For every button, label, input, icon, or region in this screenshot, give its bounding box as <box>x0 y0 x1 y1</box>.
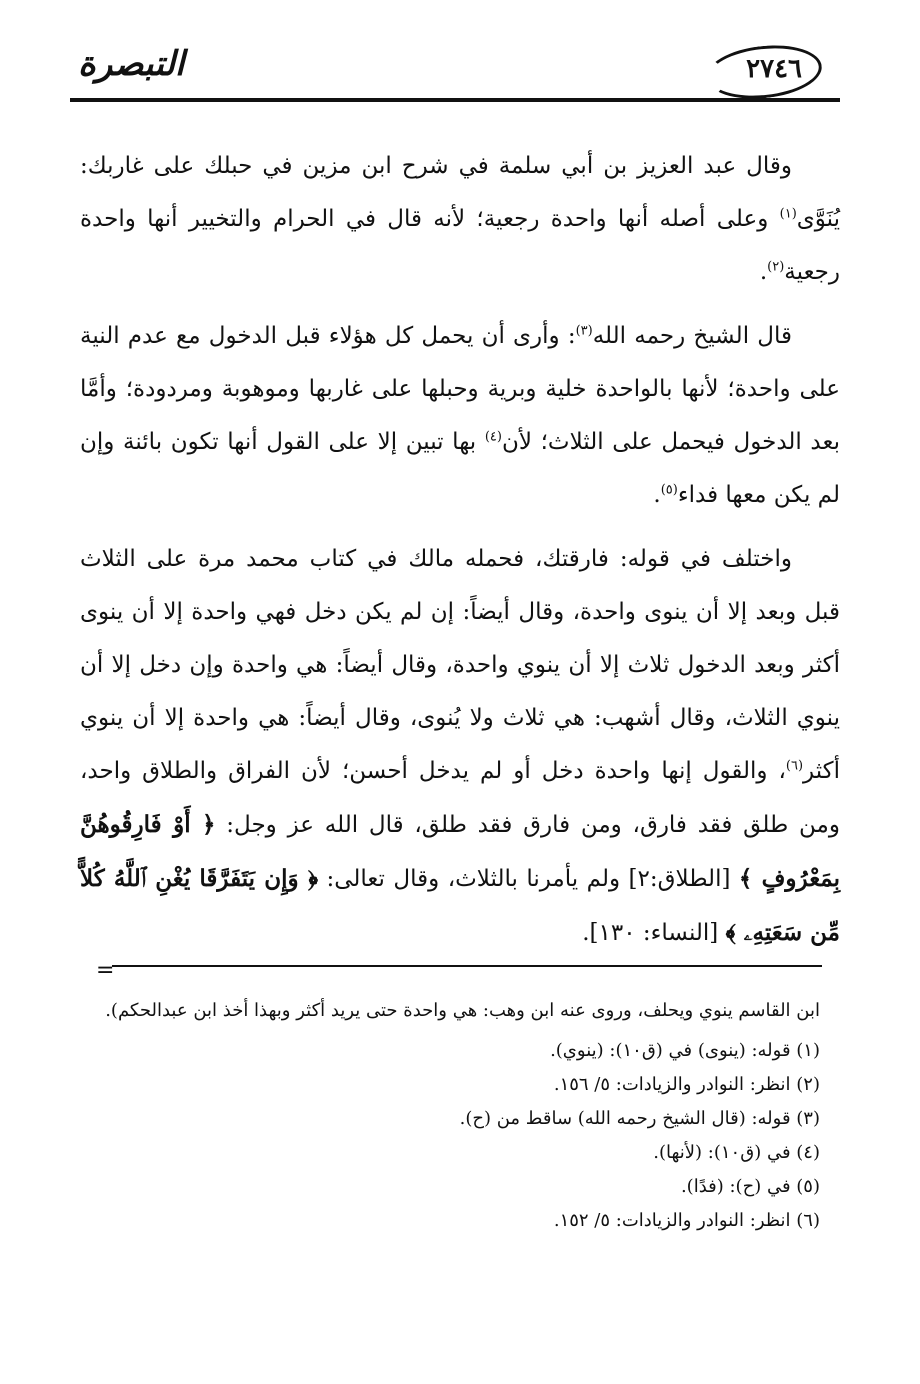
footnote-ref-3[interactable]: (٣) <box>575 323 593 339</box>
text-run: [الطلاق:٢] ولم يأمرنا بالثلاث، وقال تعالى: <box>318 866 739 892</box>
main-text <box>80 140 840 971</box>
text-run: . <box>653 482 661 508</box>
paragraph-1 <box>80 140 840 299</box>
footnote-ref-6[interactable]: (٦) <box>785 758 804 774</box>
footnote-ref-4[interactable]: (٤) <box>484 429 502 445</box>
footnote-separator <box>112 965 822 967</box>
text-run: [النساء: ١٣٠]. <box>582 920 726 946</box>
text-run: واختلف في قوله: فارقتك، فحمله مالك في كتاب محمد مرة على الثلاث قبل وبعد إلا أن ينوى واحدة، وقال أيضاً: إن لم يكن دخل فهي واحدة إلا أن ينوى أكثر وبعد الدخول ثلاث إلا أن ينوي واحدة، وقال أيضاً: هي واحدة وإن دخل إلا أن ينوي الثلاث، وقال أشهب: هي ثلاث ولا يُنوى، وقال أيضاً: هي واحدة إلا أن ينوي أكثر <box>80 546 840 784</box>
header-rule <box>70 98 840 102</box>
footnote-5: (٥) في (ح): (فدًا). <box>680 1176 820 1197</box>
text-run: : وأرى أن يحمل كل هؤلاء قبل الدخول مع عدم النية على واحدة؛ لأنها بالواحدة خلية وبرية وحبلها على غاربها وموهوبة ومردودة؛ وأمَّا بعد الدخول فيحمل على الثلاث؛ لأن <box>80 323 840 455</box>
footnote-continuation: ابن القاسم ينوي ويحلف، وروى عنه ابن وهب: هي واحدة حتى يريد أكثر وبهذا أخذ ابن عبدالحكم). <box>105 1000 820 1021</box>
footnote-6: (٦) انظر: النوادر والزيادات: ٥/ ١٥٢. <box>553 1210 820 1231</box>
footnote-ref-5[interactable]: (٥) <box>660 482 678 498</box>
text-run: ، والقول إنها واحدة دخل أو لم يدخل أحسن؛ لأن الفراق والطلاق واحد، ومن طلق فقد فارق، ومن فارق فقد طلق، قال الله عز وجل: <box>80 758 840 838</box>
text-run: قال الشيخ رحمه الله <box>592 323 792 349</box>
footnote-2: (٢) انظر: النوادر والزيادات: ٥/ ١٥٦. <box>553 1074 820 1095</box>
footnote-continuation-mark: = <box>96 958 115 983</box>
footnote-4: (٤) في (ق١٠): (لأنها). <box>653 1142 820 1163</box>
paragraph-3 <box>80 533 840 960</box>
page-number: ٢٧٤٦ <box>746 54 802 84</box>
quran-verse: ﴿ وَإِن يَتَفَرَّقَا يُغْنِ ٱللَّهُ كُلاًّ مِّن سَعَتِهِۦ ﴾ <box>80 865 840 946</box>
text-run: وعلى أصله أنها واحدة رجعية؛ لأنه قال في الحرام والتخيير أنها واحدة رجعية <box>80 206 840 285</box>
footnote-ref-2[interactable]: (٢) <box>767 259 785 275</box>
quran-verse: ﴿ أَوْ فَارِقُوهُنَّ بِمَعْرُوفٍ ﴾ <box>80 811 841 892</box>
footnote-ref-1[interactable]: (١) <box>779 206 797 222</box>
paragraph-2 <box>80 310 840 522</box>
text-run: بها تبين إلا على القول أنها تكون بائنة وإن لم يكن معها فداء <box>80 429 840 508</box>
footnote-1: (١) قوله: (ينوى) في (ق١٠): (ينوي). <box>550 1040 820 1061</box>
text-run: . <box>759 259 768 285</box>
footnote-3: (٣) قوله: (قال الشيخ رحمه الله) ساقط من (ح). <box>459 1108 820 1129</box>
text-run: وقال عبد العزيز بن أبي سلمة في شرح ابن مزين في حبلك على غاربك: يُنَوَّى <box>80 153 840 232</box>
page-header <box>70 40 840 104</box>
book-title: التبصرة <box>78 44 185 84</box>
footnotes <box>80 994 820 1238</box>
